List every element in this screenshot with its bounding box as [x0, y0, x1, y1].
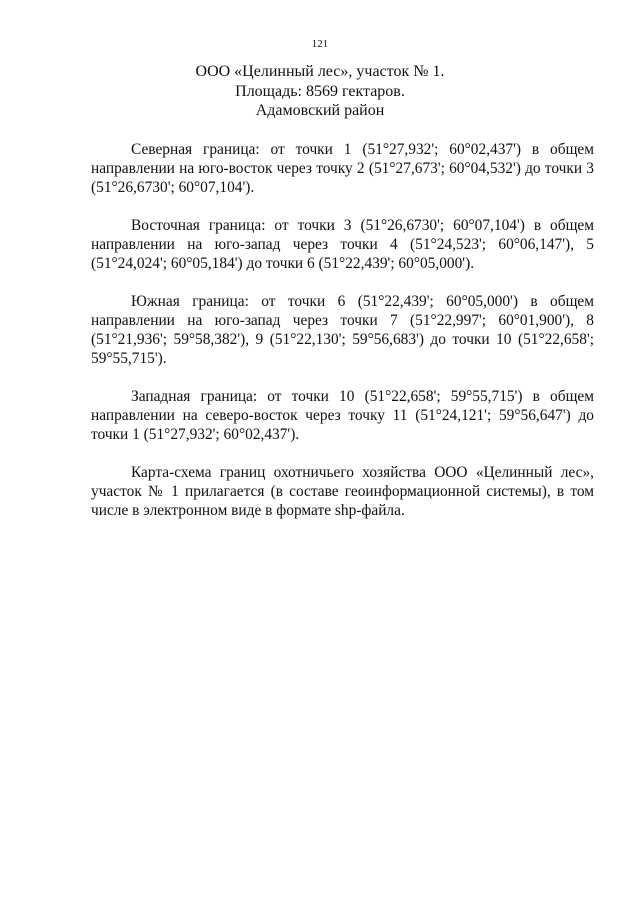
- paragraph-south-boundary: Южная граница: от точки 6 (51°22,439'; 60°05,000') в общем направлении на юго-запад через точки 7 (51°22,997'; 60°01,900'), 8 (51°21,936'; 59°58,382'), 9 (51°22,130'; 59°56,683') до точки 10 (51°22,658'; 59°55,715').: [91, 293, 594, 367]
- title-line-area: Площадь: 8569 гектаров.: [235, 82, 405, 100]
- title-line-organization: ООО «Целинный лес», участок № 1.: [195, 63, 445, 80]
- paragraph-east-boundary: Восточная граница: от точки 3 (51°26,6730'; 60°07,104') в общем направлении на юго-запад через точки 4 (51°24,523'; 60°06,147'), 5 (51°24,024'; 60°05,184') до точки 6 (51°22,439'; 60°05,000').: [91, 217, 594, 272]
- document-title: [0, 62, 640, 121]
- paragraph-map-scheme: Карта-схема границ охотничьего хозяйства ООО «Целинный лес», участок № 1 прилагается (в составе геоинформационной системы), в том числе в электронном виде в формате shp-файла.: [91, 464, 594, 519]
- title-line-district: Адамовский район: [255, 102, 385, 119]
- paragraph-west-boundary: Западная граница: от точки 10 (51°22,658'; 59°55,715') в общем направлении на северо-восток через точку 11 (51°24,121'; 59°56,647') до точки 1 (51°27,932'; 60°02,437').: [91, 388, 594, 443]
- page-number: 121: [311, 38, 329, 50]
- document-body: [91, 140, 594, 539]
- paragraph-north-boundary: Северная граница: от точки 1 (51°27,932'; 60°02,437') в общем направлении на юго-восток через точку 2 (51°27,673'; 60°04,532') до точки 3 (51°26,6730'; 60°07,104').: [91, 141, 594, 196]
